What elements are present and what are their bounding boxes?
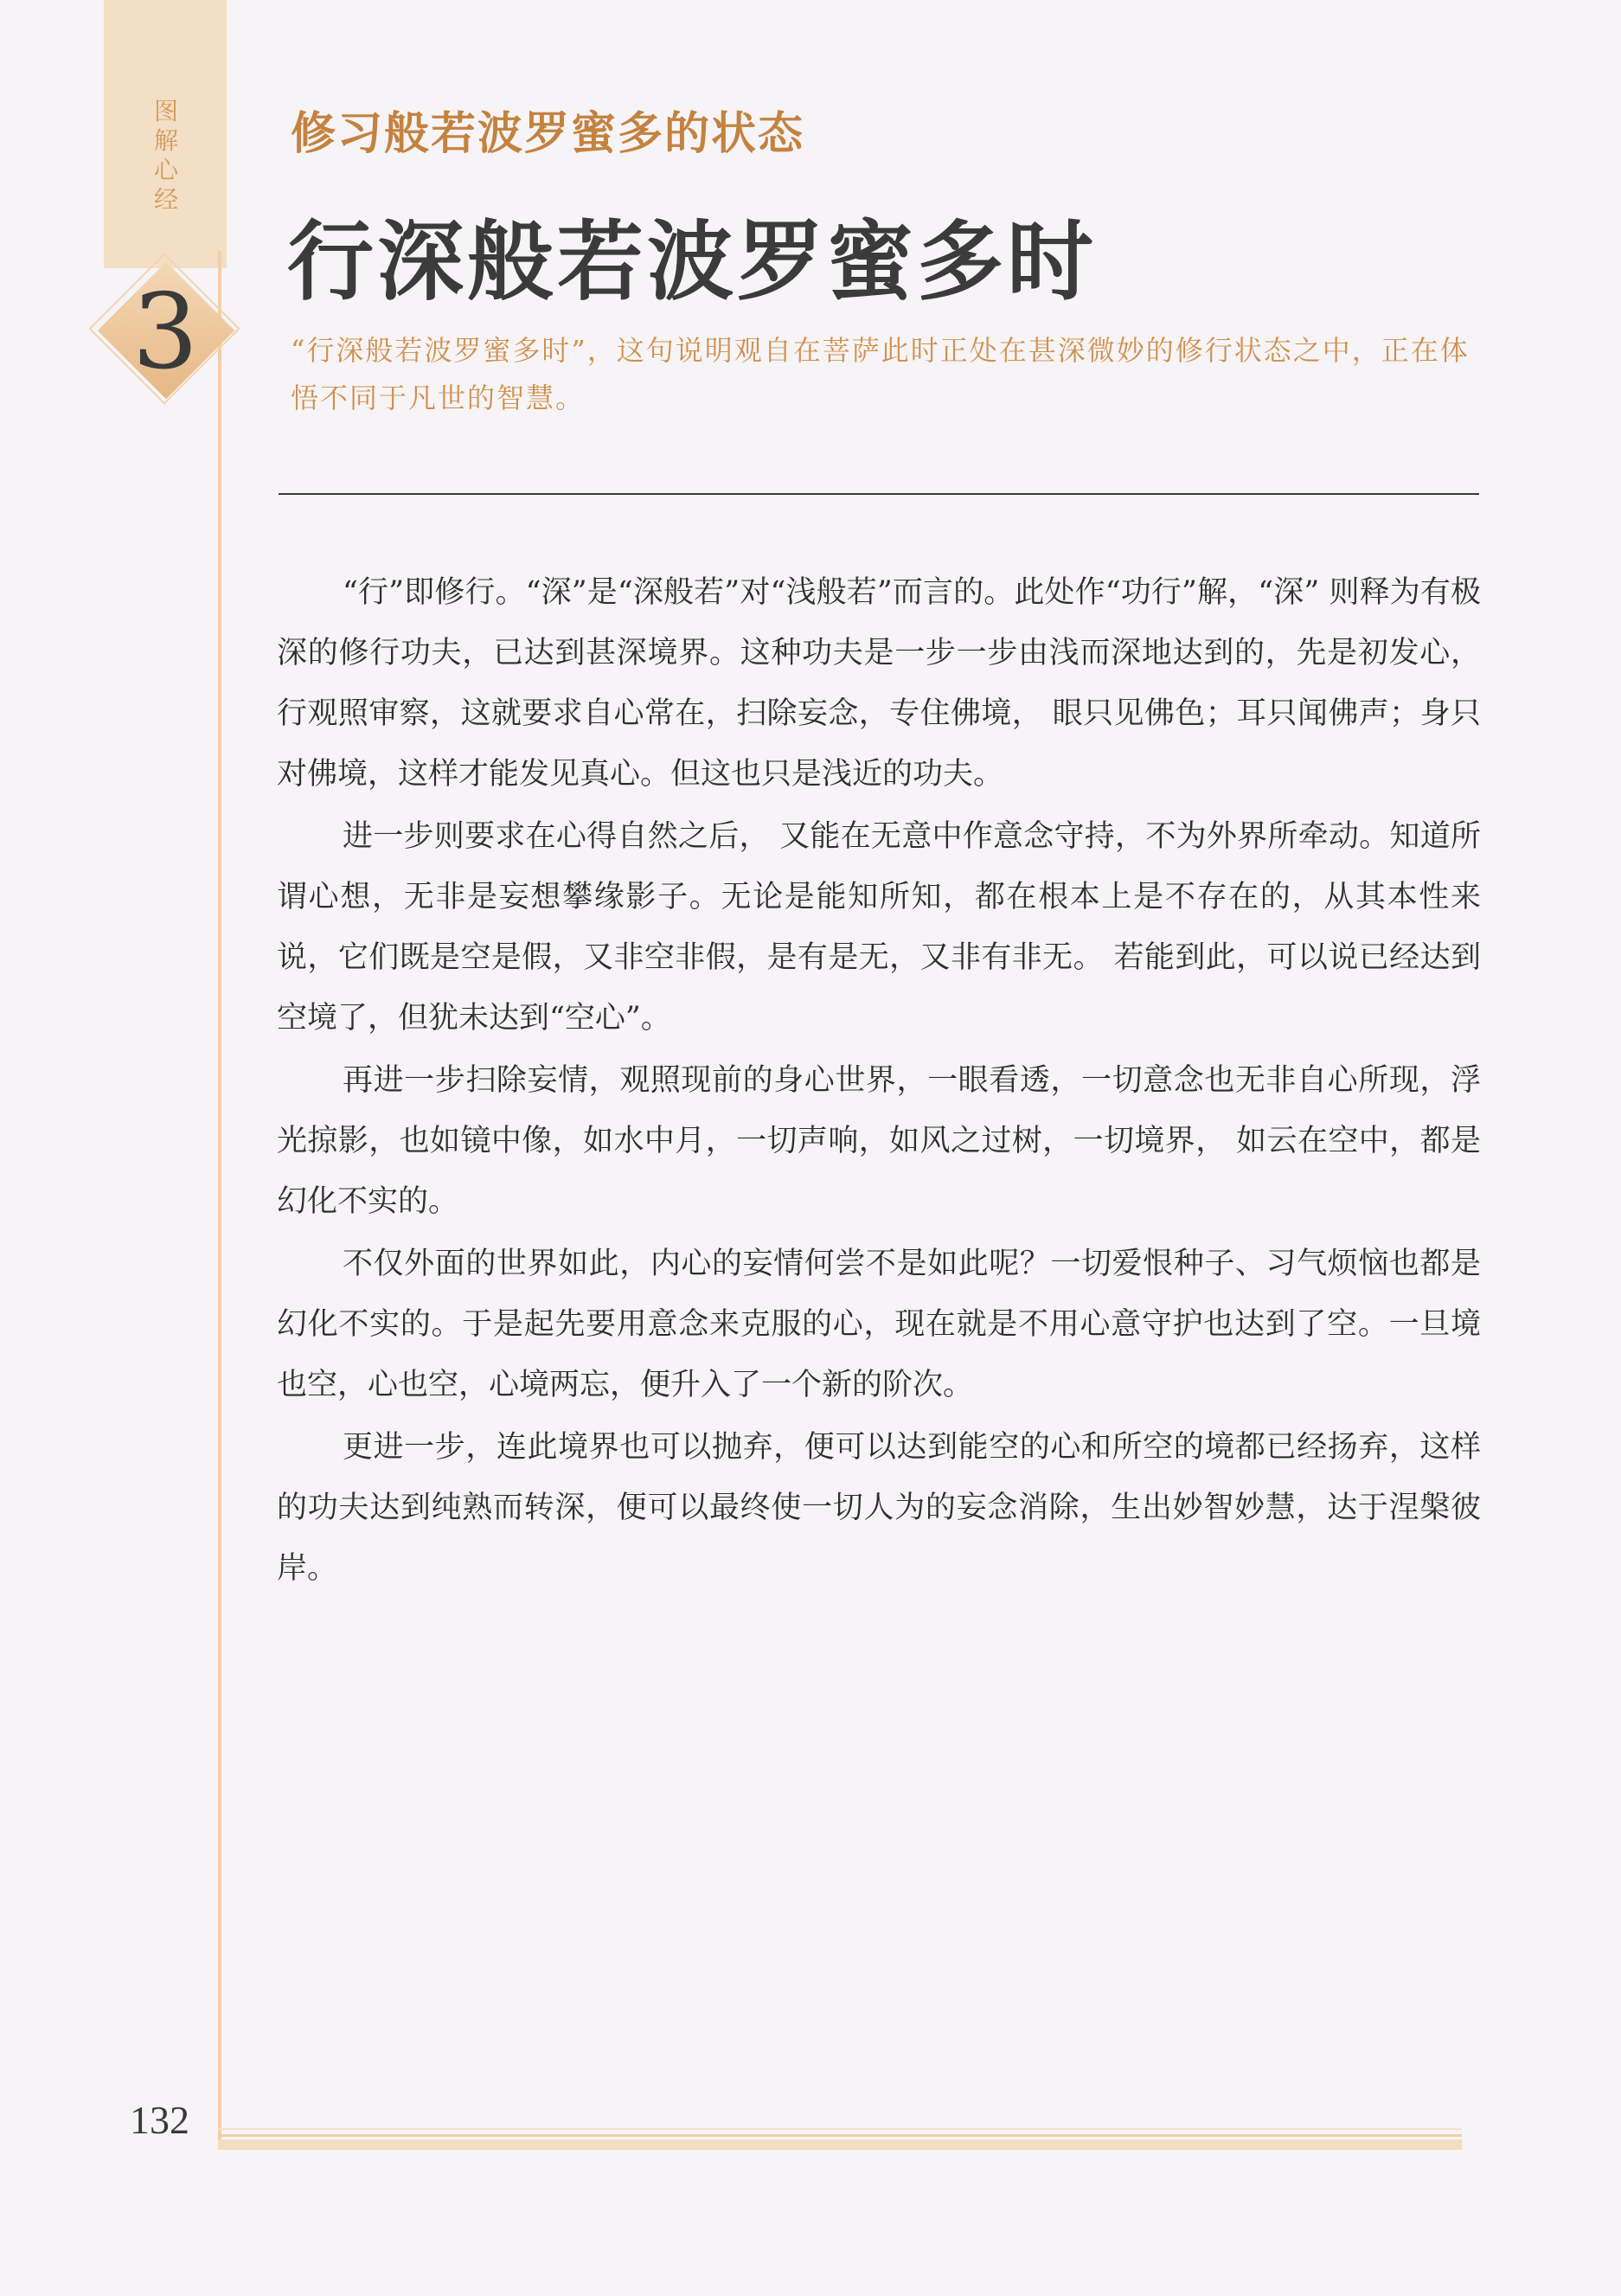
side-vertical-rule bbox=[218, 251, 221, 2141]
series-label-char: 心 bbox=[153, 156, 178, 184]
paragraph: 再进一步扫除妄情，观照现前的身心世界，一眼看透，一切意念也无非自心所现，浮光掠影，也如镜中像，如水中月，一切声响，如风之过树，一切境界， 如云在空中，都是幻化不实的。 bbox=[277, 1063, 1481, 1219]
series-label bbox=[149, 97, 183, 215]
intro-text: “行深般若波罗蜜多时”，这句说明观自在菩萨此时正处在甚深微妙的修行状态之中，正在体悟不同于凡世的智慧。 bbox=[291, 334, 1470, 414]
footer-rule-band bbox=[218, 2139, 1462, 2150]
body-text bbox=[277, 562, 1481, 1600]
paragraph: 不仅外面的世界如此，内心的妄情何尝不是如此呢？一切爱恨种子、习气烦恼也都是幻化不实的。于是起先要用意念来克服的心，现在就是不用心意守护也达到了空。一旦境也空，心也空，心境两忘，便升入了一个新的阶次。 bbox=[277, 1247, 1481, 1402]
series-label-char: 经 bbox=[153, 185, 178, 214]
paragraph: 更进一步，连此境界也可以抛弃，便可以达到能空的心和所空的境都已经扬弃，这样的功夫达到纯熟而转深，便可以最终使一切人为的妄念消除，生出妙智妙慧，达于涅槃彼岸。 bbox=[277, 1430, 1481, 1586]
divider bbox=[279, 493, 1479, 495]
footer-rule bbox=[218, 2134, 1462, 2137]
series-label-char: 图 bbox=[153, 97, 178, 125]
paragraph: 进一步则要求在心得自然之后， 又能在无意中作意念守持，不为外界所牵动。知道所谓心想，无非是妄想攀缘影子。无论是能知所知，都在根本上是不存在的，从其本性来说，它们既是空是假，又非空非假，是有是无，又非有非无。 若能到此，可以说已经达到空境了，但犹未达到“空心”。 bbox=[277, 819, 1481, 1036]
chapter-number: 3 bbox=[131, 273, 199, 393]
paragraph: “行”即修行。“深”是“深般若”对“浅般若”而言的。此处作“功行”解，“深” 则释为有极深的修行功夫，已达到甚深境界。这种功夫是一步一步由浅而深地达到的，先是初发心，行观照审察，这就要求自心常在，扫除妄念，专住佛境， 眼只见佛色；耳只闻佛声；身只对佛境，这样才能发见真心。但这也只是浅近的功夫。 bbox=[277, 575, 1481, 792]
section-subtitle: 修习般若波罗蜜多的状态 bbox=[291, 107, 805, 160]
page-number: 132 bbox=[130, 2098, 189, 2142]
series-label-char: 解 bbox=[153, 126, 178, 155]
page-title: 行深般若波罗蜜多时 bbox=[287, 210, 1097, 312]
footer-rule-thin bbox=[218, 2128, 1462, 2130]
